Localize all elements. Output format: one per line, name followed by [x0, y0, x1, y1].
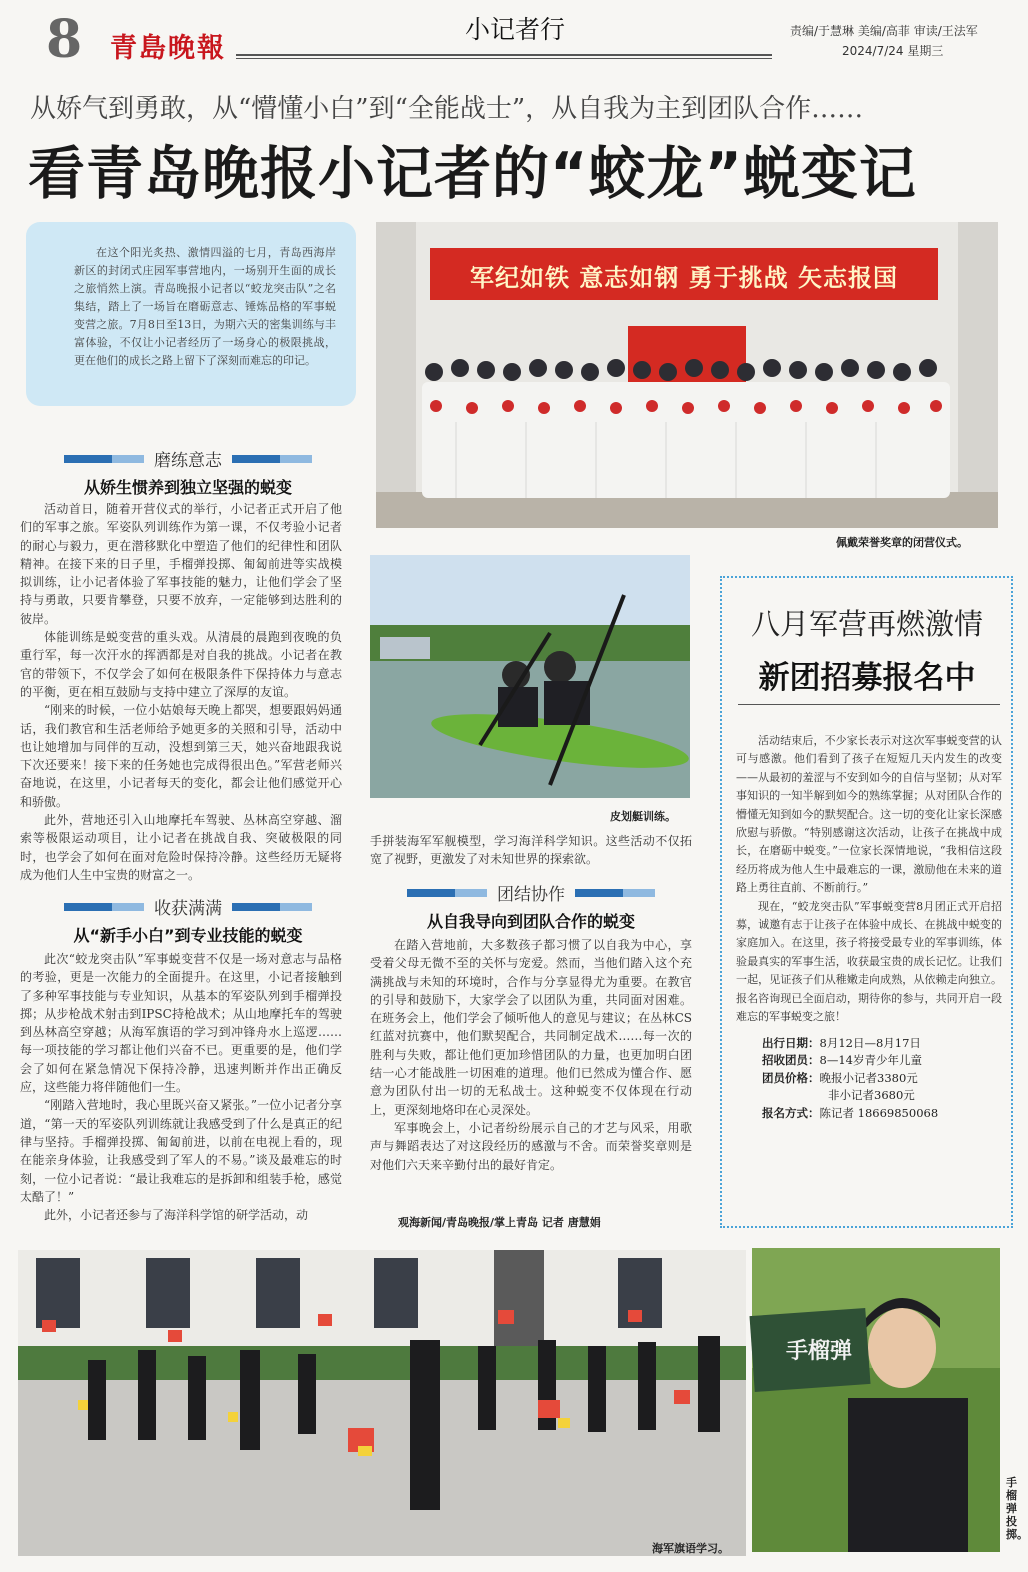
heading-bar-left: [64, 455, 144, 463]
paragraph: 军事晚会上，小记者纷纷展示自己的才艺与风采，用歌声与舞蹈表达了对这段经历的感激与不舍。而荣誉奖章则是对他们六天来辛勤付出的最好肯定。: [370, 1120, 692, 1172]
flags-caption: 海军旗语学习。: [652, 1542, 729, 1555]
article-byline: 观海新闻/青岛晚报/掌上青岛 记者 唐慧娟: [398, 1216, 601, 1229]
ceremony-banner-text: 军纪如铁 意志如钢 勇于挑战 矢志报国: [469, 263, 899, 292]
grenade-photo-image: [752, 1248, 1000, 1552]
paragraph: 活动首日，随着开营仪式的举行，小记者正式开启了他们的军事之旅。军姿队列训练作为第一课，不仅考验小记者的耐心与毅力，更在潜移默化中塑造了他们的纪律性和团队精神。在接下来的日子里，手榴弹投掷、匍匐前进等实战模拟训练，让小记者体验了军事技能的魅力，让他们学会了坚持与勇敢，只要肯攀登，只要不放弃，一定能够到达胜利的彼岸。: [20, 502, 342, 626]
paragraph: 体能训练是蜕变营的重头戏。从清晨的晨跑到夜晚的负重行军，每一次汗水的挥洒都是对自我的挑战。小记者在教官的带领下，不仅学会了如何在极限条件下保持体力与意志的平衡，更在相互鼓励与支持中建立了深厚的友谊。: [20, 630, 342, 699]
intro-box: 在这个阳光炙热、激情四溢的七月，青岛西海岸新区的封闭式庄园军事营地内，一场别开生面的成长之旅悄然上演。青岛晚报小记者以“蛟龙突击队”之名集结，踏上了一场旨在磨砺意志、锤炼品格的军事蜕变营之旅。7月8日至13日，为期六天的密集训练与丰富体验，不仅让小记者经历了一场身心的极限挑战，更在他们的成长之路上留下了深刻而难忘的印记。: [26, 222, 356, 406]
paragraph: 此外，营地还引入山地摩托车驾驶、丛林高空穿越、溜索等极限运动项目，让小记者在挑战自我、突破极限的同时，也学会了如何在面对危险时保持冷静。这些经历无疑将成为他们人生中宝贵的财富之一。: [20, 813, 342, 882]
recruitment-text: [736, 732, 1002, 1122]
recruitment-subtitle: 新团招募报名中: [758, 660, 976, 696]
grenade-caption: 手榴弹投掷。: [1006, 1476, 1028, 1541]
paragraph: “刚踏入营地时，我心里既兴奋又紧张。”一位小记者分享道，“第一天的军姿队列训练就让我感受到了什么是真正的纪律与坚持。手榴弹投掷、匍匐前进，以前在电视上看的，现在能亲身体验，让我感受到了军人的不易。”谈及最难忘的时刻，一位小记者说：“最让我难忘的是拆卸和组装手枪，感觉太酷了！”: [20, 1098, 342, 1204]
paragraph: 手拼装海军军舰模型，学习海洋科学知识。这些活动不仅拓宽了视野，更激发了对未知世界的探索欲。: [370, 834, 692, 867]
section-2-body: [20, 950, 342, 1224]
section-1-label: 磨练意志: [154, 451, 222, 471]
newspaper-logo: 青島晚報: [110, 33, 226, 64]
ceremony-caption: 佩戴荣誉奖章的闭营仪式。: [836, 536, 968, 549]
header-rule: [236, 54, 772, 56]
paragraph: 此外，小记者还参与了海洋科学馆的研学活动，动: [44, 1208, 309, 1223]
column-2-continuation: [370, 832, 692, 869]
flags-photo-image: [18, 1250, 746, 1556]
paragraph: 在踏入营地前，大多数孩子都习惯了以自我为中心，享受着父母无微不至的关怀与宠爱。然而，当他们踏入这个充满挑战与未知的环境时，合作与分享显得尤为重要。在教官的引导和鼓励下，大家学会了以团队为重，共同面对困难。在班务会上，他们学会了倾听他人的意见与建议；在丛林CS红蓝对抗赛中，他们默契配合，共同制定战术……每一次的胜利与失败，都让他们更加珍惜团队的力量，也更加明白团结一心才能战胜一切困难的道理。他们已然成为懂合作、愿意为团队付出一切的无私战士。这种蜕变不仅体现在行动上，更深刻地烙印在心灵深处。: [370, 938, 692, 1117]
section-name: 小记者行: [464, 15, 565, 44]
kayak-photo: [370, 555, 690, 798]
heading-bar-left: [407, 889, 487, 897]
paragraph: 此次“蛟龙突击队”军事蜕变营不仅是一场对意志与品格的考验，更是一次能力的全面提升。在这里，小记者接触到了多种军事技能与专业知识，从基本的军姿队列到手榴弹投掷；从步枪战术射击到IPSC持枪战术；从山地摩托车的驾驶到丛林高空穿越；从海军旗语的学习到冲锋舟水上巡逻……每一项技能的学习都让他们兴奋不已。更重要的是，他们学会了如何在紧急情况下保持冷静，迅速判断并作出正确反应，这些能力将伴随他们一生。: [20, 952, 342, 1095]
info-row-members: 招收团员：8—14岁青少年儿童: [762, 1053, 922, 1068]
paragraph: 活动结束后，不少家长表示对这次军事蜕变营的认可与感激。他们看到了孩子在短短几天内发生的改变——从最初的羞涩与不安到如今的自信与坚韧；从对军事知识的一知半解到如今的熟练掌握；从对团队合作的懵懂无知到如今的默契配合。这一切的变化让家长深感欣慰与骄傲。“特别感谢这次活动，让孩子在挑战中成长，在磨砺中蜕变。”一位家长深情地说，“我相信这段经历将成为他人生中最难忘的一课，激励他在未来的道路上勇往直前、不断前行。”: [736, 734, 1002, 895]
section-3-subheading: 从自我导向到团队合作的蜕变: [426, 912, 635, 931]
ceremony-photo: [376, 222, 998, 528]
recruitment-info: [736, 1035, 1002, 1123]
info-row-date: 出行日期：8月12日—8月17日: [762, 1035, 921, 1050]
paragraph: 现在，“蛟龙突击队”军事蜕变营8月团正式开启招募，诚邀有志于让孩子在体验中成长、在挑战中蜕变的家庭加入。在这里，孩子将接受最专业的军事训练，体验最真实的军事生活，收获最宝贵的成长记忆。让我们一起，见证孩子们从稚嫩走向成熟，从依赖走向独立。报名咨询现已全面启动，期待你的参与，共同开启一段难忘的军事蜕变之旅！: [736, 899, 1002, 1024]
info-row-price-2: 非小记者3680元: [828, 1088, 915, 1103]
recruitment-title: 八月军营再燃激情: [750, 607, 983, 641]
section-2-label: 收获满满: [154, 899, 222, 919]
section-heading-2: [28, 894, 348, 946]
recruitment-divider: [738, 704, 1000, 705]
info-row-price: 团员价格：晚报小记者3380元: [762, 1070, 918, 1085]
section-heading-1: [28, 446, 348, 498]
headline-subtitle: 从娇气到勇敢，从“懵懂小白”到“全能战士”，从自我为主到团队合作……: [30, 94, 864, 124]
heading-bar-right: [575, 889, 655, 897]
grenade-photo: [752, 1248, 1000, 1552]
kayak-photo-image: [370, 555, 690, 798]
section-2-subheading: 从“新手小白”到专业技能的蜕变: [73, 926, 303, 945]
section-1-subheading: 从娇生惯养到独立坚强的蜕变: [83, 478, 292, 497]
page-number: 8: [46, 9, 83, 70]
heading-bar-left: [64, 903, 144, 911]
headline-title: 看青岛晚报小记者的“蛟龙”蜕变记: [28, 141, 917, 207]
section-3-label: 团结协作: [497, 885, 565, 905]
header-rule-thin: [236, 58, 772, 59]
heading-bar-right: [232, 903, 312, 911]
flags-photo: [18, 1250, 746, 1556]
paragraph: “刚来的时候，一位小姑娘每天晚上都哭，想要跟妈妈通话，我们教官和生活老师给予她更多的关照和引导，活动中也让她增加与同伴的互动，没想到第三天，她兴奋地跟我说下次还要来！接下来的任务她也完成得很出色。”军营老师兴奋地说，在这里，小记者每天的变化，都会让他们感觉开心和骄傲。: [20, 703, 342, 809]
editor-credits: 责编/于慧琳 美编/高菲 审读/王法军: [790, 24, 978, 38]
info-row-contact: 报名方式：陈记者 18669850068: [762, 1105, 939, 1120]
grenade-box-label: 手榴弹: [786, 1338, 853, 1364]
kayak-caption: 皮划艇训练。: [610, 810, 676, 823]
heading-bar-right: [232, 455, 312, 463]
section-3-body: [370, 936, 692, 1174]
section-heading-3: [370, 880, 692, 932]
issue-date: 2024/7/24 星期三: [842, 44, 944, 58]
section-1-body: [20, 500, 342, 884]
